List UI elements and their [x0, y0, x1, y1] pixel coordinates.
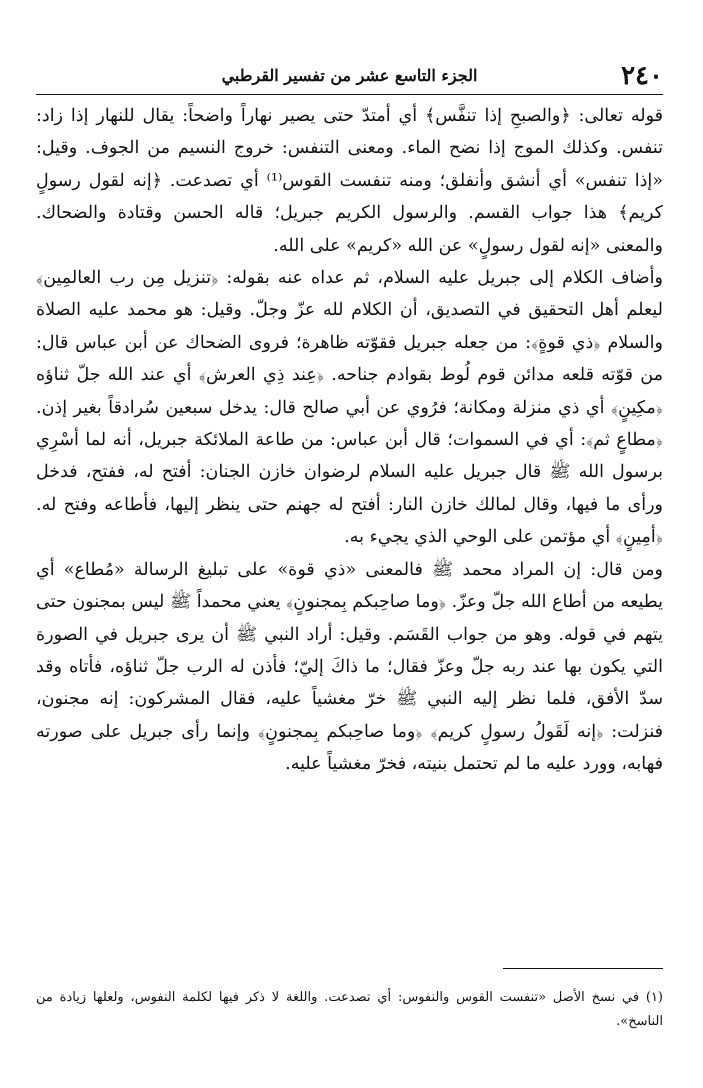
paragraph-3: ومن قال: إن المراد محمد ﷺ فالمعنى «ذي قوة» على تبليغ الرسالة «مُطاع» أي يطيعه من أطاع الله جلّ وعزّ. ﴿وما صاحِبكم بِمجنونٍ﴾ يعني محمداً ﷺ ليس بمجنون حتى يتهم في قوله. وهو من جواب القَسَم. وقيل: أراد النبي ﷺ أن يرى جبريل في الصورة التي يكون بها عند ربه جلّ وعزّ فقال؛ ما ذاكَ إليّ؛ فأذن له الرب جلّ ثناؤه، فأتاه وقد سدّ الأفق، فلما نظر إليه النبي ﷺ خرّ مغشياً عليه، فقال المشركون: إنه مجنون، فنزلت: ﴿إنه لَقَولُ رسولٍ كريم﴾ ﴿وما صاحِبكم بِمجنونٍ﴾ وإنما رأى جبريل على صورته فهابه، وورد عليه ما لم تحتمل بنيته، فخرّ مغشياً عليه. — [36, 559, 663, 775]
footnote: (١) في نسخ الأصل «تنفست القوس والنفوس: أي تصدعت. واللغة لا ذكر فيها لكلمة النفوس، ولعلها زيادة من الناسخ». — [36, 990, 663, 1029]
footnote-divider — [503, 968, 663, 969]
running-title: الجزء التاسع عشر من تفسير القرطبي — [221, 66, 478, 85]
paragraph-2: وأضاف الكلام إلى جبريل عليه السلام، ثم عداه عنه بقوله: ﴿تنزيل مِن رب العالمِين﴾ ليعلم أهل التحقيق في التصديق، أن الكلام لله عزّ وجلّ. وقيل: هو محمد عليه الصلاة والسلام ﴿ذي قوةٍ﴾: من جعله جبريل فقوّته ظاهرة؛ فروى الضحاك عن أبن عباس قال: من قوّته قلعه مدائن قوم لُوط بقوادم جناحه. ﴿عِند ذِي العرش﴾ أي عند الله جلّ ثناؤه ﴿مكِينٍ﴾ أي ذي منزلة ومكانة؛ فرُوي عن أبي صالح قال: يدخل سبعين سُرادقاً بغير إذن. ﴿مطاعٍ ثم﴾: أي في السموات؛ قال أبن عباس: من طاعة الملائكة جبريل، أنه لما أسْرِي برسول الله ﷺ قال جبريل عليه السلام لرضوان خازن الجنان: أفتح له، ففتح، فدخل ورأى ما فيها، وقال لمالك خازن النار: أفتح له جهنم حتى ينظر إليها، فأطاعه وفتح له. ﴿أمِينٍ﴾ أي مؤتمن على الوحي الذي يجيء به. — [36, 268, 663, 548]
body-text — [36, 100, 663, 781]
page-number: ٢٤٠ — [621, 61, 663, 91]
paragraph-1: قوله تعالى: ﴿والصبحِ إذا تنفَّس﴾ أي أمتدّ حتى يصير نهاراً واضحاً: يقال للنهار إذا زاد: تنفس. وكذلك الموج إذا نضح الماء. ومعنى التنفس: خروج النسيم من الجوف. وقيل: «إذا تنفس» أي أنشق وأنفلق؛ ومنه تنفست القوس⁽¹⁾ أي تصدعت. ﴿إنه لقول رسولٍ كريم﴾ هذا جواب القسم. والرسول الكريم جبريل؛ قاله الحسن وقتادة والضحاك. والمعنى «إنه لقول رسولٍ» عن الله «كريم» على الله. — [36, 106, 663, 256]
page-header — [36, 60, 663, 95]
